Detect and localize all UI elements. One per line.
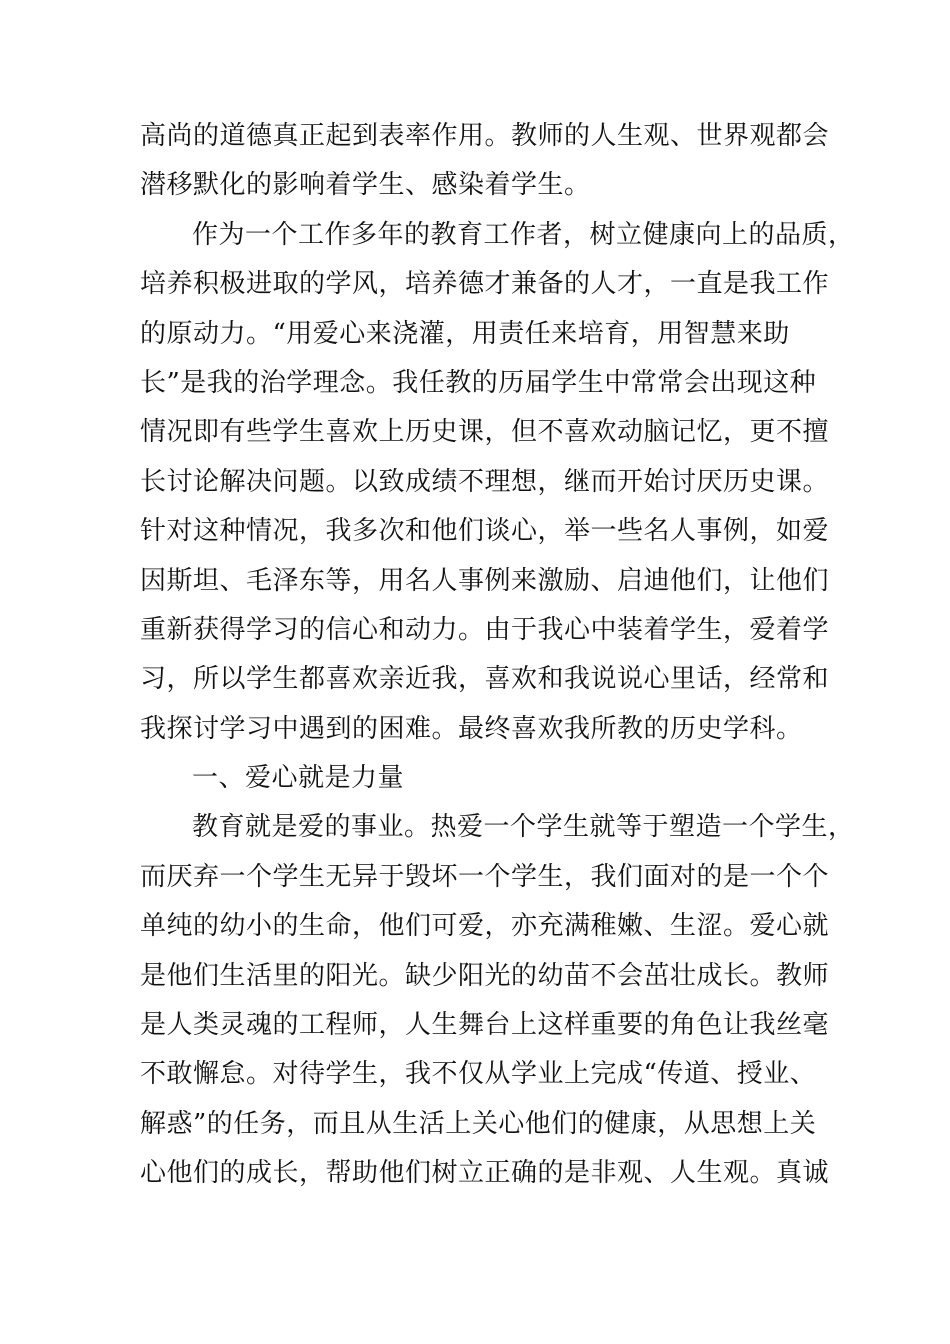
section-heading: 一、爱心就是力量 [192, 763, 405, 794]
text-line: 不敢懈怠。对待学生，我不仅从学业上完成“传道、授业、 [140, 1059, 817, 1090]
text-line: 是人类灵魂的工程师，人生舞台上这样重要的角色让我丝毫 [140, 1010, 830, 1041]
text-line: 高尚的道德真正起到表率作用。教师的人生观、世界观都会 [140, 121, 830, 151]
text-line: 培养积极进取的学风，培养德才兼备的人才，一直是我工作 [140, 269, 830, 300]
text-line: 心他们的成长，帮助他们树立正确的是非观、人生观。真诚 [140, 1158, 830, 1189]
text-line: 是他们生活里的阳光。缺少阳光的幼苗不会茁壮成长。教师 [140, 960, 830, 991]
text-line: 解惑”的任务，而且从生活上关心他们的健康，从思想上关 [140, 1108, 817, 1139]
text-line: 的原动力。“用爱心来浇灌，用责任来培育，用智慧来助 [140, 318, 790, 349]
text-line: 因斯坦、毛泽东等，用名人事例来激励、启迪他们，让他们 [140, 565, 830, 596]
text-line: 习，所以学生都喜欢亲近我，喜欢和我说说心里话，经常和 [140, 664, 830, 695]
text-line: 单纯的幼小的生命，他们可爱，亦充满稚嫩、生涩。爱心就 [140, 911, 830, 942]
text-line: 重新获得学习的信心和动力。由于我心中装着学生，爱着学 [140, 614, 830, 645]
document-body [140, 112, 855, 1199]
text-line: 我探讨学习中遇到的困难。最终喜欢我所教的历史学科。 [140, 713, 803, 744]
text-line: 潜移默化的影响着学生、感染着学生。 [140, 170, 591, 201]
text-line: 长讨论解决问题。以致成绩不理想，继而开始讨厌历史课。 [140, 466, 830, 497]
text-line: 而厌弃一个学生无异于毁坏一个学生，我们面对的是一个个 [140, 861, 830, 892]
text-line: 长”是我的治学理念。我任教的历届学生中常常会出现这种 [140, 367, 817, 398]
text-line: 情况即有些学生喜欢上历史课，但不喜欢动脑记忆，更不擅 [140, 417, 830, 448]
paragraph-start-line: 教育就是爱的事业。热爱一个学生就等于塑造一个学生， [192, 812, 855, 843]
paragraph-start-line: 作为一个工作多年的教育工作者，树立健康向上的品质， [192, 219, 855, 250]
text-line: 针对这种情况，我多次和他们谈心，举一些名人事例，如爱 [140, 516, 830, 547]
